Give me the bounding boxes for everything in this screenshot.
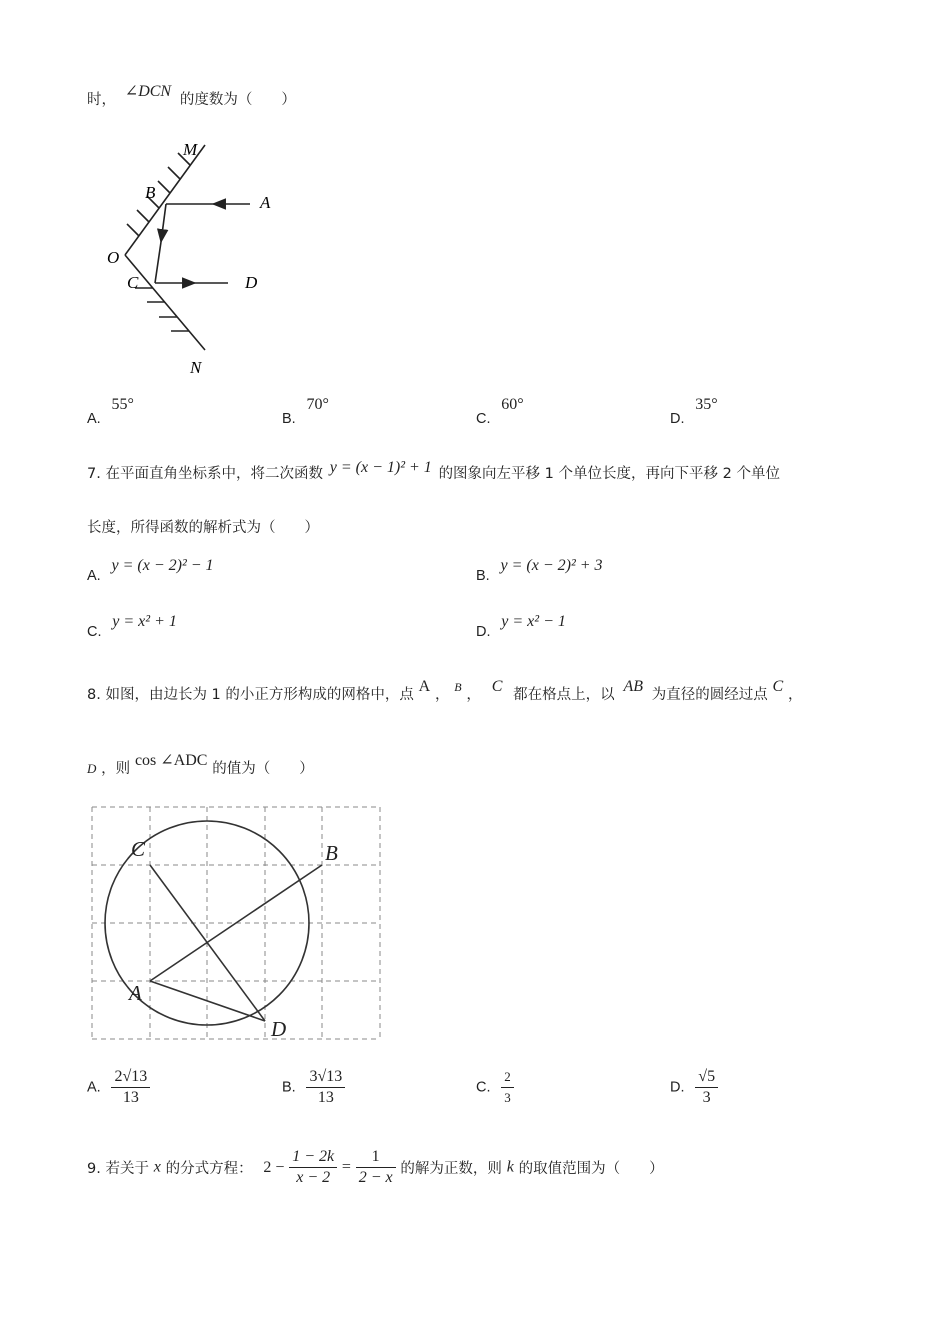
label-A: A	[260, 193, 271, 212]
q7-option-b[interactable]: B. y = (x − 2)² + 3	[476, 557, 603, 584]
label-D2: D	[271, 1017, 287, 1041]
q7-formula: y = (x − 1)² + 1	[329, 459, 432, 476]
label-B: B	[145, 183, 156, 202]
q7-line2: 长度，所得函数的解析式为（ ）	[87, 520, 319, 536]
q6-option-b[interactable]: B. 70°	[282, 396, 329, 427]
label-M: M	[183, 140, 198, 159]
label-D: D	[245, 273, 258, 292]
label-N: N	[190, 358, 202, 377]
q8-line2: D ，则 cos ∠ADC 的值为（ ）	[87, 752, 314, 777]
label-B2: B	[325, 841, 338, 865]
grid-circle-figure	[85, 800, 390, 1050]
label-O: O	[107, 248, 120, 267]
q8-line1: 8. 如图，由边长为 1 的小正方形构成的网格中，点 A ， $^B$ ， C 都在格点上，以 AB 为直径的圆经过点 C ，	[87, 678, 803, 703]
q6-prefix: 时，	[87, 92, 116, 108]
q9-fraction-2: $\frac{1}{2 - x}$	[356, 1147, 396, 1188]
q6-option-d[interactable]: D. 35°	[670, 396, 718, 427]
mirror-om-line	[125, 145, 205, 255]
q6-angle: ∠DCN	[124, 83, 172, 100]
q6-option-c[interactable]: C. 60°	[476, 396, 524, 427]
q6-suffix: 的度数为（ ）	[179, 92, 296, 108]
q7-option-a[interactable]: A. y = (x − 2)² − 1	[87, 557, 214, 584]
label-C2: C	[131, 837, 146, 861]
q8-option-d[interactable]: D. $\frac{√5}{3}$	[670, 1067, 718, 1108]
q6-option-a[interactable]: A. 55°	[87, 396, 134, 427]
q8-option-b[interactable]: B. $\frac{3√13}{13}$	[282, 1067, 345, 1108]
label-C: C	[127, 273, 139, 292]
q7-option-d[interactable]: D. y = x² − 1	[476, 613, 566, 640]
q7-option-c[interactable]: C. y = x² + 1	[87, 613, 177, 640]
q8-option-c[interactable]: C. $\frac{2}{3}$	[476, 1067, 514, 1108]
q9-line: 9. 若关于 x 的分式方程： 2 − $\frac{1 - 2k}{x - 2}$ = $\frac{1}{2 - x}$ 的解为正数，则 k 的取值范围为（ ）	[87, 1148, 664, 1186]
q6-tail	[87, 83, 296, 109]
q9-fraction-1: $\frac{1 - 2k}{x - 2}$	[289, 1147, 337, 1188]
q8-option-a[interactable]: A. $\frac{2√13}{13}$	[87, 1067, 150, 1108]
q8-cos: cos ∠ADC	[134, 752, 208, 769]
label-A2: A	[129, 981, 142, 1005]
reflection-figure	[95, 130, 315, 380]
q7-line1: 7. 在平面直角坐标系中，将二次函数 y = (x − 1)² + 1 的图象向左平移 1 个单位长度，再向下平移 2 个单位	[87, 459, 780, 482]
